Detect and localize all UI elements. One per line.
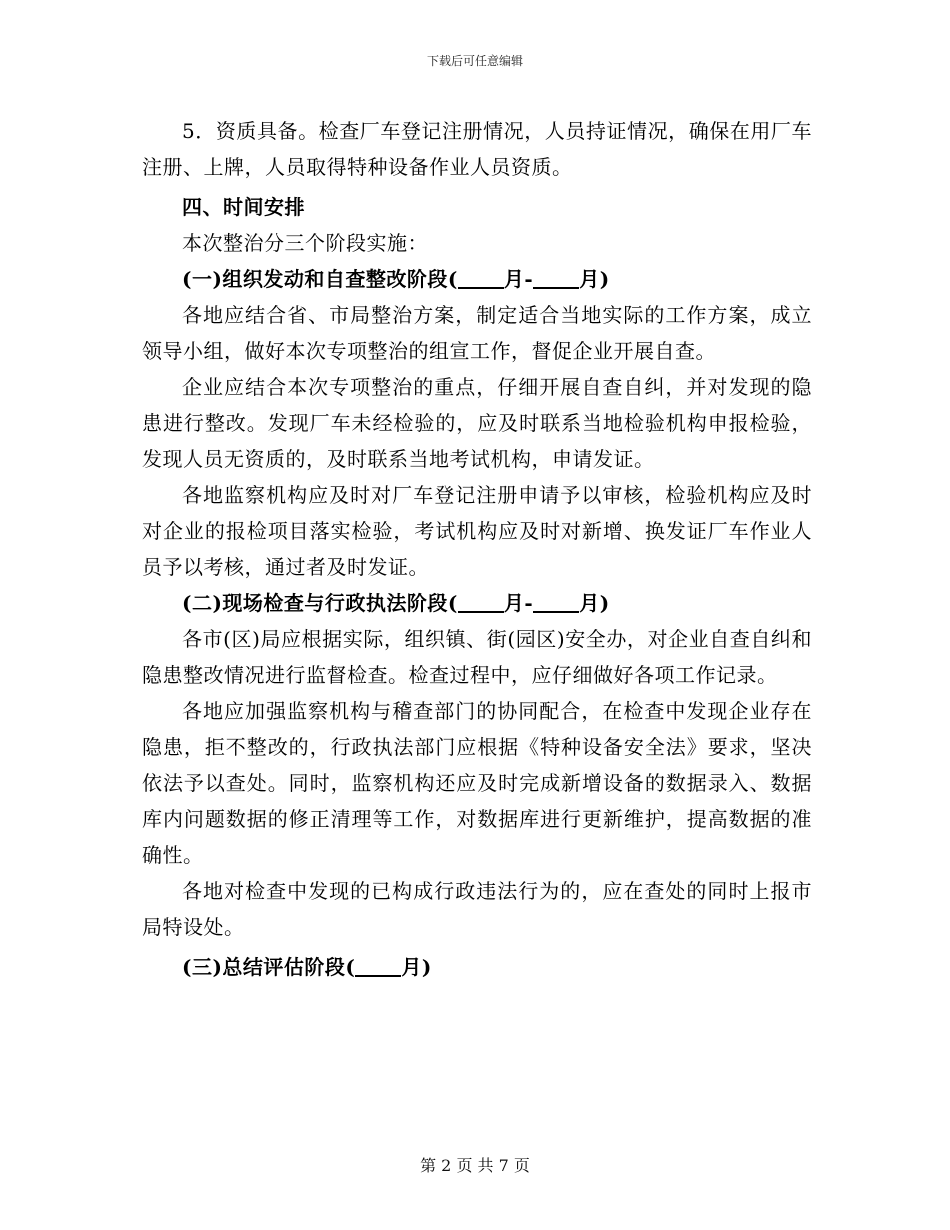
stage-heading-1-mid: 月-	[503, 267, 534, 291]
stage-heading-3-prefix: (三)总结评估阶段(	[182, 955, 356, 979]
stage-heading-2-prefix: (二)现场检查与行政执法阶段(	[182, 591, 458, 615]
stage-heading-1-suffix: 月)	[579, 267, 610, 291]
paragraph-stage2-enforcement: 各地应加强监察机构与稽查部门的协同配合，在检查中发现企业存在隐患，拒不整改的，行政执法部门应根据《特种设备安全法》要求，坚决依法予以查处。同时，监察机构还应及时完成新增设备的数据录入、数据库内问题数据的修正清理等工作，对数据库进行更新维护，提高数据的准确性。	[142, 699, 812, 867]
stage-heading-3-suffix: 月)	[401, 955, 432, 979]
document-body	[142, 113, 812, 985]
blank-line	[533, 591, 579, 613]
paragraph-stage2-report: 各地对检查中发现的已构成行政违法行为的，应在查处的同时上报市局特设处。	[142, 879, 812, 939]
page-header: 下载后可任意编辑	[426, 54, 523, 68]
blank-line	[458, 591, 504, 613]
paragraph-qualification: 5．资质具备。检查厂车登记注册情况，人员持证情况，确保在用厂车注册、上牌，人员取得特种设备作业人员资质。	[142, 119, 812, 179]
stage-heading-2-suffix: 月)	[579, 591, 610, 615]
paragraph-stage1-plan: 各地应结合省、市局整治方案，制定适合当地实际的工作方案，成立领导小组，做好本次专项整治的组宣工作，督促企业开展自查。	[142, 303, 812, 363]
stage-heading-1-prefix: (一)组织发动和自查整改阶段(	[182, 267, 458, 291]
paragraph-stage1-review: 各地监察机构应及时对厂车登记注册申请予以审核，检验机构应及时对企业的报检项目落实检验，考试机构应及时对新增、换发证厂车作业人员予以考核，通过者及时发证。	[142, 483, 812, 579]
blank-line	[533, 267, 579, 289]
paragraph-stage2-inspection: 各市(区)局应根据实际，组织镇、街(园区)安全办，对企业自查自纠和隐患整改情况进行监督检查。检查过程中，应仔细做好各项工作记录。	[142, 627, 812, 687]
stage-heading-1	[142, 261, 812, 297]
section-heading-schedule: 四、时间安排	[182, 195, 305, 219]
paragraph-stages-intro: 本次整治分三个阶段实施：	[182, 231, 428, 255]
blank-line	[458, 267, 504, 289]
stage-heading-3	[142, 949, 812, 985]
stage-heading-2	[142, 585, 812, 621]
paragraph-stage1-selfcheck: 企业应结合本次专项整治的重点，仔细开展自查自纠，并对发现的隐患进行整改。发现厂车未经检验的，应及时联系当地检验机构申报检验，发现人员无资质的，及时联系当地考试机构，申请发证。	[142, 375, 812, 471]
page-footer: 第 2 页 共 7 页	[420, 1156, 530, 1175]
blank-line	[355, 955, 401, 977]
stage-heading-2-mid: 月-	[503, 591, 534, 615]
